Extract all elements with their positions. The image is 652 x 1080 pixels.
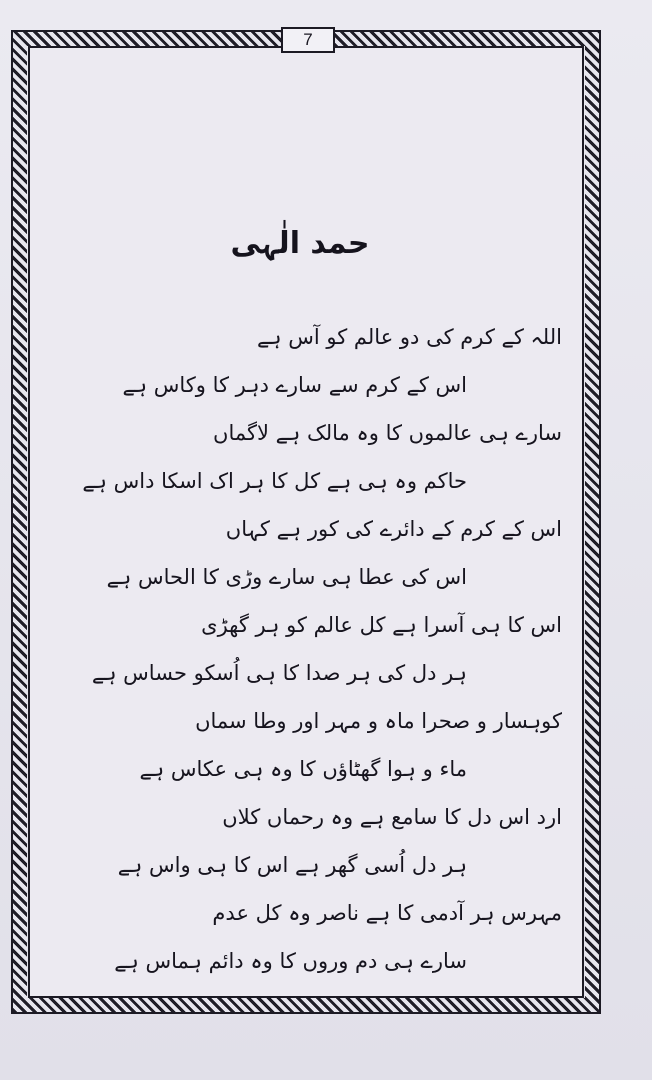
page-number: 7 [303,30,313,49]
poem-title: حمد الٰہی [230,226,370,261]
page-number-box [281,27,335,53]
poem-line-4: حاکم وہ ہی ہے کل کا ہر اک اسکا داس ہے [82,469,467,493]
poem-line-2: اس کے کرم سے سارے دہر کا وکاس ہے [122,373,467,397]
poem-line-3: سارے ہی عالموں کا وہ مالک ہے لاگماں [213,421,562,445]
poem-line-9: کوہسار و صحرا ماہ و مہر اور وطا سماں [195,709,562,733]
poem-line-8: ہر دل کی ہر صدا کا ہی اُسکو حساس ہے [91,661,467,685]
poem-line-1: اللہ کے کرم کی دو عالم کو آس ہے [256,325,562,349]
poem-line-7: اس کا ہی آسرا ہے کل عالم کو ہر گھڑی [201,613,562,637]
poem-line-14: سارے ہی دم وروں کا وہ دائم ہماس ہے [114,949,467,973]
poem-line-13: مہرس ہر آدمی کا ہے ناصر وہ کل عدم [212,901,562,925]
poem-line-12: ہر دل اُسی گھر ہے اس کا ہی واس ہے [117,853,467,877]
poem-line-5: اس کے کرم کے دائرے کی کور ہے کہاں [225,517,562,541]
poem-line-11: ارد اس دل کا سامع ہے وہ رحماں کلاں [222,805,562,829]
poem-line-10: ماء و ہوا گھٹاؤں کا وہ ہی عکاس ہے [139,757,467,781]
poem-line-6: اس کی عطا ہی سارے وڑی کا الحاس ہے [106,565,467,589]
